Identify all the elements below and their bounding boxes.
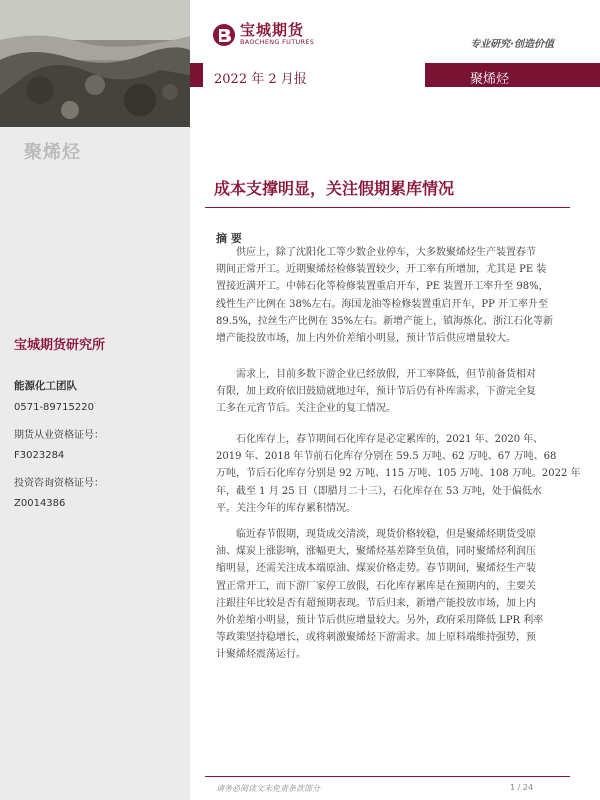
futures-license-label: 期货从业资格证号： [14,430,104,441]
text-line: 期间正常开工。近期聚烯烃检修装置较少，开工率有所增加，尤其是 PE 装 [216,264,547,276]
report-date: 2022 年 2 月报 [214,72,307,87]
abstract-heading: 摘 要 [216,232,242,245]
text-line: 89.5%，拉丝生产比例在 35%左右。新增产能上，镇海炼化、浙江石化等新 [216,315,554,327]
cover-photo [0,0,190,127]
sidebar-product-name: 聚烯烃 [24,142,81,163]
logo-chinese-name: 宝城期货 [240,21,305,39]
text-line: 计聚烯烃震荡运行。 [216,649,306,661]
company-logo [212,22,314,47]
advisory-license-label: 投资咨询资格证号： [14,478,104,489]
advisory-license-number: Z0014386 [14,498,66,509]
text-line: 平。关注今年的库存累积情况。 [216,502,356,514]
text-line: 需求上，目前多数下游企业已经放假，开工率降低，但节前备货相对 [236,369,536,380]
text-line: 工多在元宵节后。关注企业的复工情况。 [216,403,396,415]
banner-product-name: 聚烯烃 [470,72,510,87]
report-title: 成本支撑明显，关注假期累库情况 [214,179,455,198]
text-line: 外价差缩小明显，预计节后供应增量较大。另外，政府采用降低 LPR 利率 [216,615,544,627]
text-line: 万吨，节后石化库存分别是 92 万吨、115 万吨、105 万吨、108 万吨。2022 年 [216,468,581,480]
text-line: 置正常开工，而下游厂家停工放假，石化库存累库是在预期内的，主要关 [216,580,536,592]
phone-number: 0571-89715220 [14,402,94,413]
text-line: 有限，加上政府依旧鼓励就地过年，预计节后仍有补库需求，下游完全复 [216,386,536,398]
paragraph-inventory [216,431,581,517]
text-line: 注跟往年比较是否有超预期表现。节后归来，新增产能投放市场，加上内 [216,597,536,609]
text-line: 置接近满开工。中韩石化等检修装置重启开车，PE 装置开工率升至 98%， [216,281,549,293]
paragraph-demand [216,366,576,418]
logo-english-name: BAOCHENG FUTURES [240,38,315,46]
title-divider [205,207,570,208]
text-line: 石化库存上，春节期间石化库存是必定累库的，2021 年、2020 年、 [236,434,544,445]
left-sidebar [0,0,190,800]
text-line: 油、煤炭上涨影响，涨幅更大，聚烯烃基差降至负值，同时聚烯烃利润压 [216,546,536,558]
paragraph-supply [216,244,576,347]
text-line: 2019 年、2018 年节前石化库存分别在 59.5 万吨、62 万吨、67 万吨、68 [216,451,557,463]
paragraph-outlook [216,526,576,664]
page-number: 1 / 24 [510,783,534,792]
disclaimer-note: 请务必阅读文末免责条款部分 [216,784,320,793]
text-line: 缩明显，还需关注成本端原油、煤炭价格走势。春节期间，聚烯烃生产装 [216,563,536,575]
team-name: 能源化工团队 [14,380,77,392]
text-line: 等政策坚持稳增长，或将刺激聚烯烃下游需求。加上原料端维持强势，预 [216,632,536,644]
footer-divider [205,776,570,777]
text-line: 增产能投放市场，加上内外价差缩小明显，预计节后供应增量较大。 [216,333,516,345]
institute-name: 宝城期货研究所 [14,338,106,353]
futures-license-number: F3023284 [14,450,65,461]
slogan: 专业研究·创造价值 [470,39,554,50]
text-line: 供应上，除了沈阳化工等少数企业停车，大多数聚烯烃生产装置春节 [236,247,536,258]
text-line: 临近春节假期，现货成交清淡，现货价格较稳，但是聚烯烃期货受原 [236,529,536,540]
logo-mark-icon [212,23,236,47]
text-line: 线性生产比例在 38%左右。海国龙油等检修装置重启开车，PP 开工率升至 [216,298,549,310]
text-line: 年，截至 1 月 25 日（即腊月二十三），石化库存在 53 万吨，处于偏低水 [216,485,542,497]
